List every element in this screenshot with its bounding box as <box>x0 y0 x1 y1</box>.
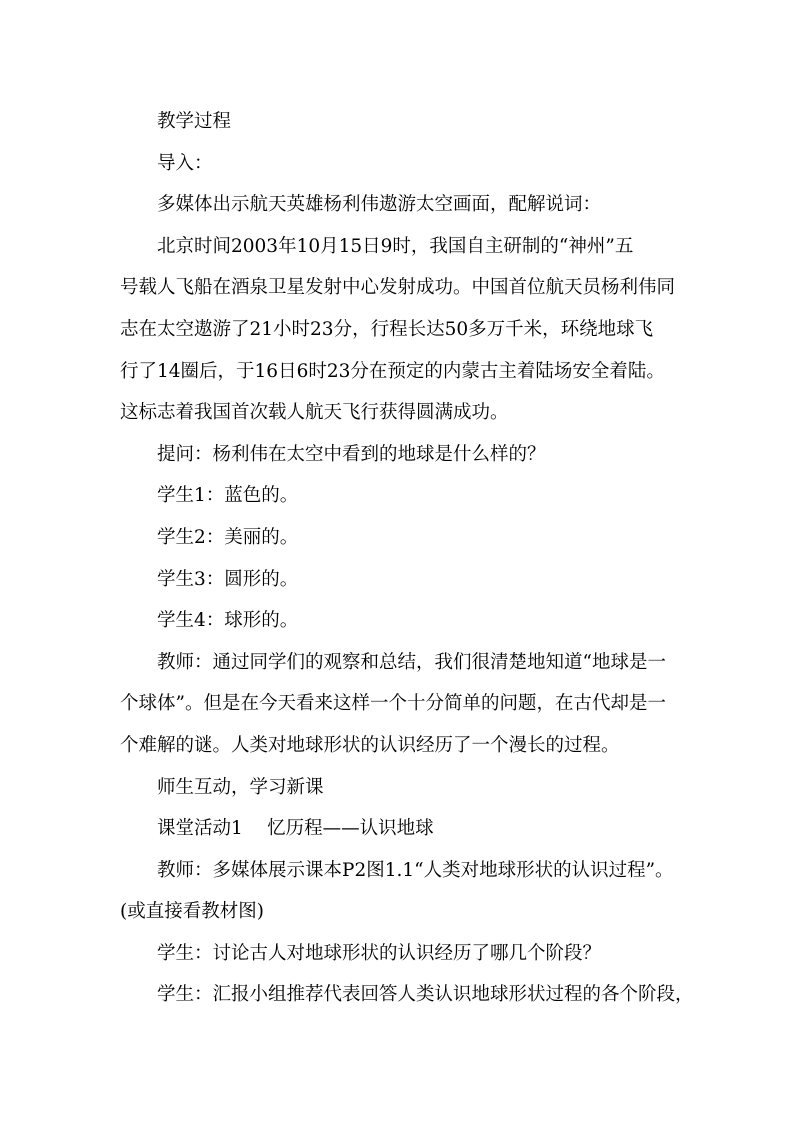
student-report: 学生：汇报小组推荐代表回答人类认识地球形状过程的各个阶段， <box>157 984 694 1006</box>
student-answer-4: 学生4：球形的。 <box>157 610 299 632</box>
teacher-media-line: (或直接看教材图) <box>120 901 264 923</box>
narration-line: 这标志着我国首次载人航天飞行获得圆满成功。 <box>120 402 509 424</box>
teacher-paragraph <box>120 642 698 767</box>
teacher-line: 教师：通过同学们的观察和总结，我们很清楚地知道“地球是一 <box>157 651 666 673</box>
interaction-heading: 师生互动，学习新课 <box>157 776 324 798</box>
student-answer-3: 学生3：圆形的。 <box>157 568 299 590</box>
document-page <box>120 101 698 1016</box>
narration-line: 行了14圈后，于16日6时23分在预定的内蒙古主着陆场安全着陆。 <box>120 360 665 382</box>
teacher-line: 个难解的谜。人类对地球形状的认识经历了一个漫长的过程。 <box>120 734 620 756</box>
student-answer-2: 学生2：美丽的。 <box>157 526 299 548</box>
narration-line: 北京时间2003年10月15日9时，我国自主研制的“神州”五 <box>157 235 634 257</box>
student-answer-1: 学生1：蓝色的。 <box>157 485 299 507</box>
question: 提问：杨利伟在太空中看到的地球是什么样的？ <box>157 443 546 465</box>
teacher-media-paragraph <box>120 850 698 933</box>
narration-line: 志在太空遨游了21小时23分，行程长达50多万千米，环绕地球飞 <box>120 318 654 340</box>
narration-line: 号载人飞船在酒泉卫星发射中心发射成功。中国首位航天员杨利伟同 <box>120 277 676 299</box>
section-heading: 教学过程 <box>157 111 232 132</box>
teacher-media-line: 教师：多媒体展示课本P2图1.1“人类对地球形状的认识过程”。 <box>157 859 674 881</box>
narration-paragraph <box>120 226 698 434</box>
student-discuss: 学生：讨论古人对地球形状的认识经历了哪几个阶段？ <box>157 942 602 964</box>
media-intro: 多媒体出示航天英雄杨利伟遨游太空画面，配解说词： <box>157 194 602 216</box>
activity-title: 课堂活动1 忆历程——认识地球 <box>157 818 434 840</box>
intro-label: 导入： <box>157 152 213 174</box>
teacher-line: 个球体”。但是在今天看来这样一个十分简单的问题，在古代却是一 <box>120 693 666 715</box>
